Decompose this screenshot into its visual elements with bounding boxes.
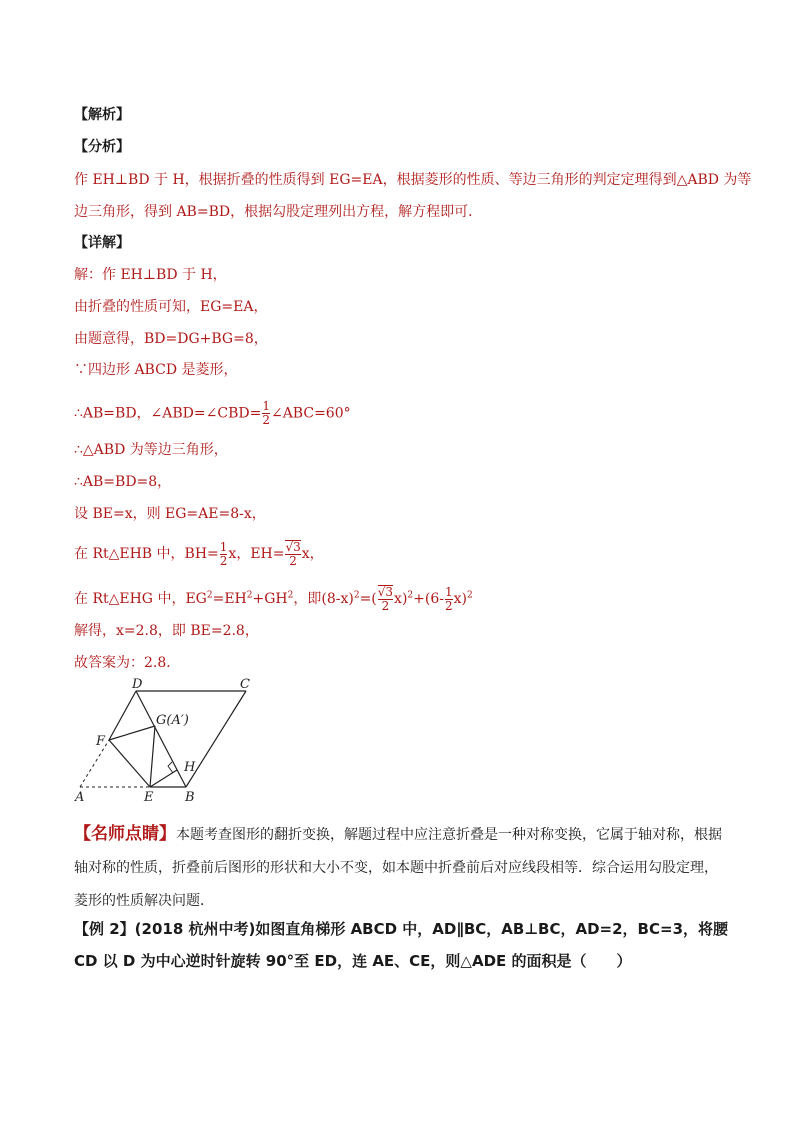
solution-line-2: 由折叠的性质可知，EG=EA， <box>74 299 268 315</box>
example-text: (2018 杭州中考)如图直角梯形 ABCD 中，AD∥BC，AB⊥BC，AD=2，BC=3，将腰 CD 以 D 为中心逆时针旋转 90°至 ED，连 AE、CE，则△ADE 的面积是（ ） <box>74 920 729 970</box>
solution-line-3: 由题意得，BD=DG+BG=8， <box>74 331 268 347</box>
label-a: A <box>75 790 85 805</box>
fraction-root3-over-2: $\frac{√3}{2}$ <box>285 540 301 568</box>
label-c: C <box>240 677 250 692</box>
teacher-tip <box>74 818 724 918</box>
label-f: F <box>96 734 106 749</box>
segment-fe <box>109 740 150 787</box>
fraction-half: $\frac{1}{2}$ <box>219 539 228 568</box>
solution-line-12: 故答案为：2.8． <box>74 655 181 671</box>
segment-ge <box>150 726 155 787</box>
tip-title: 【名师点睛】 <box>74 824 176 844</box>
solution-line-1: 解：作 EH⊥BD 于 H， <box>74 267 227 283</box>
label-g: G(A′) <box>156 713 189 728</box>
solution-line-4: ∵四边形 ABCD 是菱形， <box>74 362 238 378</box>
analysis-line-1: 作 EH⊥BD 于 H，根据折叠的性质得到 EG=EA，根据菱形的性质、等边三角形的判定定理得到△ABD 为等 <box>74 172 752 188</box>
rhombus-fold-figure <box>72 677 262 805</box>
solution-line-6: ∴△ABD 为等边三角形， <box>74 442 228 458</box>
heading-xiangjie: 【详解】 <box>74 235 130 251</box>
label-e: E <box>144 790 154 805</box>
example-2 <box>74 913 734 977</box>
right-angle-mark <box>168 762 173 773</box>
label-b: B <box>185 790 195 805</box>
solution-line-7: ∴AB=BD=8， <box>74 474 172 490</box>
analysis-line-2: 边三角形，得到 AB=BD，根据勾股定理列出方程，解方程即可． <box>74 204 483 220</box>
solution-line-10: 在 Rt△EHG 中，$EG^2=EH^2+GH^2$，即$(8-x)^2=$( $\frac{√3}{2}$ x)$^2$+(6- $\frac{1}{2}$ x)$^2$ <box>74 584 473 613</box>
fraction-root3-over-2: $\frac{√3}{2}$ <box>377 585 394 613</box>
example-label: 【例 2】 <box>74 920 135 938</box>
heading-jiexi: 【解析】 <box>74 107 130 123</box>
segment-db <box>136 691 186 787</box>
solution-line-8: 设 BE=x，则 EG=AE=8-x， <box>74 506 266 522</box>
solution-line-5: ∴AB=BD，∠ABD=∠CBD= $\frac{1}{2}$ ∠ABC=60° <box>74 399 351 427</box>
solution-line-11: 解得，x=2.8，即 BE=2.8， <box>74 623 259 639</box>
label-h: H <box>184 760 196 775</box>
heading-fenxi: 【分析】 <box>74 139 130 155</box>
label-d: D <box>132 677 143 692</box>
fraction-half: $\frac{1}{2}$ <box>262 399 270 427</box>
solution-line-9: 在 Rt△EHB 中，BH= $\frac{1}{2}$ x，EH= $\frac{√3}{2}$ x， <box>74 539 324 568</box>
tip-text: 本题考查图形的翻折变换，解题过程中应注意折叠是一种对称变换，它属于轴对称，根据轴对称的性质，折叠前后图形的形状和大小不变，如本题中折叠前后对应线段相等．综合运用勾股定理，菱形的性质解决问题． <box>74 827 722 909</box>
fraction-half: $\frac{1}{2}$ <box>444 584 453 613</box>
